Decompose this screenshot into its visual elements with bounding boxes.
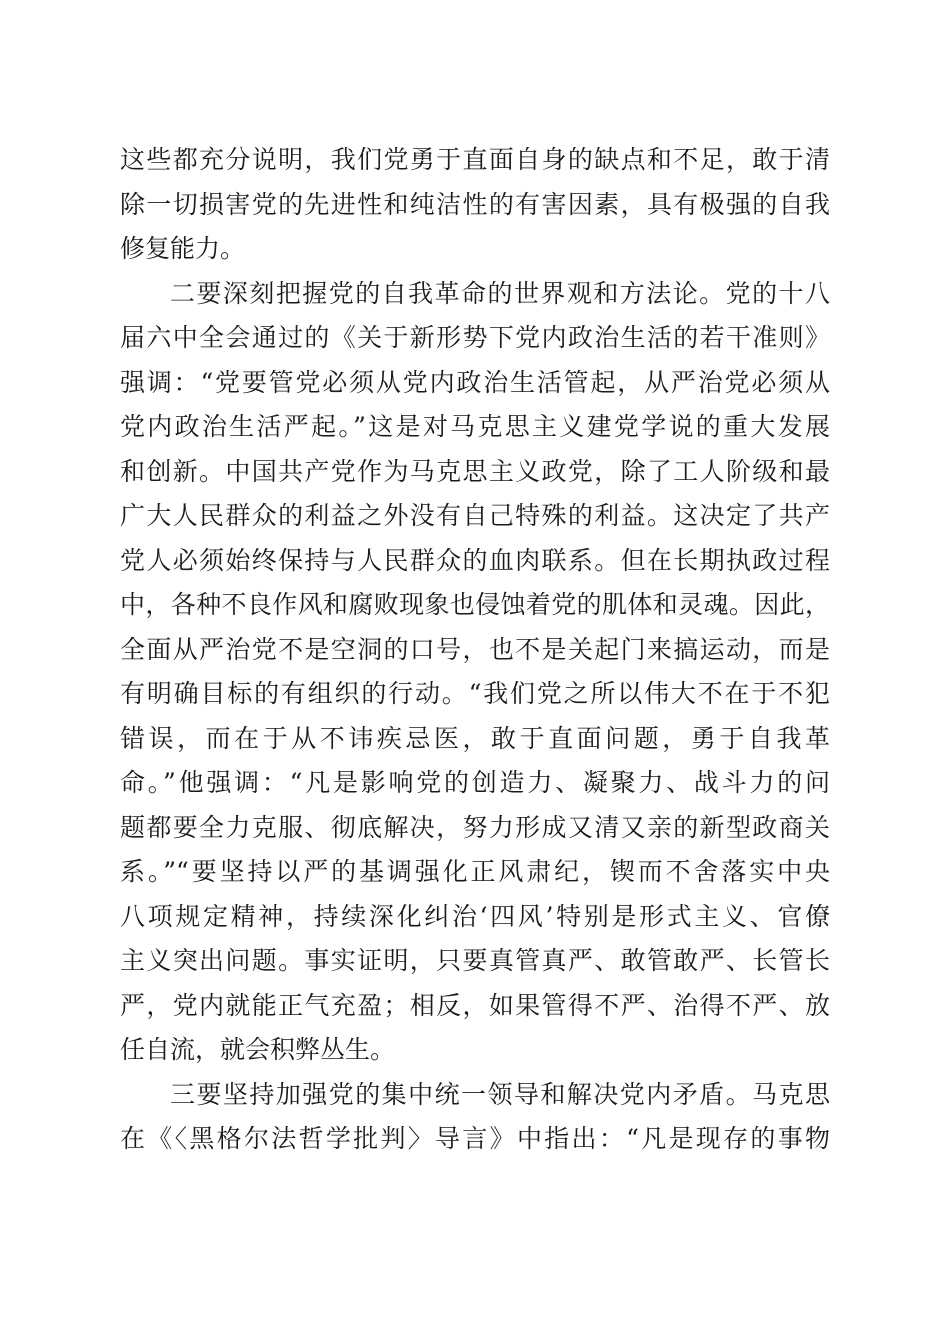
text-line: 除一切损害党的先进性和纯洁性的有害因素，具有极强的自我 [120,189,830,219]
text-line: 这些都充分说明，我们党勇于直面自身的缺点和不足，敢于清 [120,145,830,174]
text-line: 二要深刻把握党的自我革命的世界观和方法论。党的十八 [170,278,830,308]
text-line: 三要坚持加强党的集中统一领导和解决党内矛盾。马克思 [170,1079,830,1109]
text-line: 届六中全会通过的《关于新形势下党内政治生活的若干准则》 [120,323,830,352]
text-line: 严，党内就能正气充盈；相反，如果管得不严、治得不严、放 [120,990,830,1020]
text-line: 命。”他强调：“凡是影响党的创造力、凝聚力、战斗力的问 [120,768,830,797]
text-line: 题都要全力克服、彻底解决，努力形成又清又亲的新型政商关 [120,812,830,842]
text-line: 在《〈黑格尔法哲学批判〉导言》中指出：“凡是现存的事物 [120,1124,830,1153]
text-line: 广大人民群众的利益之外没有自己特殊的利益。这决定了共产 [120,501,830,530]
text-line: 和创新。中国共产党作为马克思主义政党，除了工人阶级和最 [120,456,830,486]
text-line: 强调：“党要管党必须从党内政治生活管起，从严治党必须从 [120,367,830,397]
text-line: 全面从严治党不是空洞的口号，也不是关起门来搞运动，而是 [120,634,830,664]
paragraph-1 [120,138,830,272]
text-line: 主义突出问题。事实证明，只要真管真严、敢管敢严、长管长 [120,946,830,975]
text-line: 八项规定精神，持续深化纠治‘四风’特别是形式主义、官僚 [120,901,830,931]
text-line: 修复能力。 [120,234,246,263]
text-line: 有明确目标的有组织的行动。“我们党之所以伟大不在于不犯 [120,679,830,708]
paragraph-2 [120,272,830,1073]
text-line: 中，各种不良作风和腐败现象也侵蚀着党的肌体和灵魂。因此， [120,590,830,619]
text-line: 错误，而在于从不讳疾忌医，敢于直面问题，勇于自我革 [120,723,830,753]
text-line: 任自流，就会积弊丛生。 [120,1035,396,1064]
text-line: 党人必须始终保持与人民群众的血肉联系。但在长期执政过程 [120,545,830,575]
body-text [120,138,830,1162]
text-line: 系。”“要坚持以严的基调强化正风肃纪，锲而不舍落实中央 [120,857,830,886]
text-line: 党内政治生活严起。”这是对马克思主义建党学说的重大发展 [120,412,830,441]
paragraph-3 [120,1073,830,1162]
